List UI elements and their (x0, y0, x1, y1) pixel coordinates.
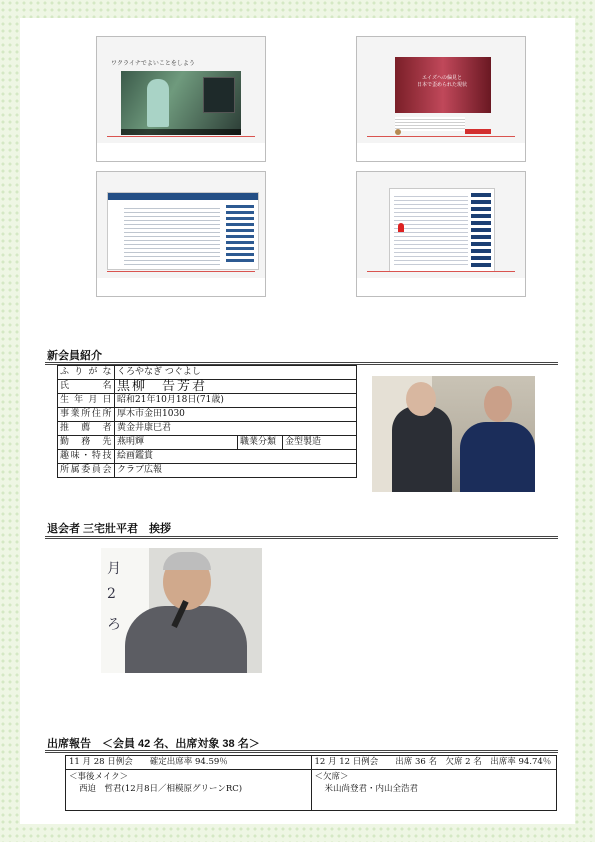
slide-title: ワクライナでよいことをしよう (111, 60, 195, 67)
board-text: ろ (107, 617, 121, 633)
hobby-label: 趣味・特技 (58, 450, 115, 464)
slide-content (357, 172, 525, 278)
table-row (58, 450, 357, 464)
video-frame (121, 71, 241, 135)
slide-thumbnail-3 (96, 171, 266, 297)
furigana-value: くろやなぎ つぐよし (115, 366, 357, 380)
slide-divider (107, 271, 255, 272)
work-value: 燕明輝 (115, 436, 238, 450)
table-row (66, 770, 557, 811)
work-label: 勤務先 (58, 436, 115, 450)
slide-thumbnail-4 (356, 171, 526, 297)
website-header (108, 193, 258, 200)
hobby-value: 絵画鑑賞 (115, 450, 357, 464)
sponsor-value: 黄金井康巳君 (115, 422, 357, 436)
attendance-left-header: 11 月 28 日例会 確定出席率 94.59％ (66, 756, 312, 770)
speaker-hair (163, 552, 211, 570)
new-member-info-table (57, 365, 357, 478)
video-frame (395, 57, 491, 113)
address-label: 事業所住所 (58, 408, 115, 422)
surgeon-figure (147, 79, 169, 127)
birth-value: 昭和21年10月18日(71歳) (115, 394, 357, 408)
slide-divider (367, 136, 515, 137)
website-screenshot (107, 192, 259, 270)
slide-divider (107, 136, 255, 137)
name-value: 黒柳 告芳君 (115, 380, 357, 394)
category-label: 職業分類 (238, 436, 283, 450)
section-rule (45, 750, 558, 753)
furigana-label: ふりがな (58, 366, 115, 380)
absent-text: 米山尚登君・内山全浩君 (324, 784, 419, 794)
website-text-block (394, 193, 468, 267)
table-row (58, 366, 357, 380)
presenter-head (484, 386, 512, 422)
board-text: 2 (107, 586, 116, 602)
makeup-label: ＜事後メイク＞ (69, 772, 129, 782)
category-value: 金型製造 (283, 436, 357, 450)
section-title-retiree: 退会者 三宅壯平君 挨拶 (47, 523, 172, 535)
sponsor-label: 推薦者 (58, 422, 115, 436)
slide-content (97, 172, 265, 278)
video-caption: エイズへの偏見と 日本で歪められた現状 (417, 75, 468, 88)
name-label: 氏名 (58, 380, 115, 394)
makeup-cell (66, 770, 312, 811)
speaker-body (125, 606, 247, 673)
slide-thumbnail-2 (356, 36, 526, 162)
absent-label: ＜欠席＞ (314, 772, 349, 782)
retiree-photo (101, 548, 262, 673)
birth-label: 生年月日 (58, 394, 115, 408)
table-row (58, 422, 357, 436)
table-row (66, 756, 557, 770)
table-row (58, 408, 357, 422)
slide-content (97, 37, 265, 143)
section-rule (45, 536, 558, 539)
website-text-block (124, 205, 220, 265)
attendance-right-header: 12 月 12 日例会 出席 36 名 欠席 2 名 出席率 94.74％ (311, 756, 557, 770)
channel-avatar-icon (395, 129, 401, 135)
new-member-head (406, 382, 436, 416)
table-row (58, 436, 357, 450)
committee-value: クラブ広報 (115, 464, 357, 478)
monitor-shape (203, 77, 235, 113)
new-member-photo (372, 376, 535, 492)
slide-content (357, 37, 525, 143)
table-row (58, 380, 357, 394)
section-title-new-member: 新会員紹介 (47, 350, 102, 362)
video-control-bar (121, 129, 241, 135)
slide-divider (367, 271, 515, 272)
section-title-attendance: 出席報告 ＜会員 42 名、出席対象 38 名＞ (47, 738, 260, 750)
new-member-figure (392, 406, 452, 492)
presenter-figure (460, 422, 535, 492)
website-screenshot (389, 188, 495, 272)
website-sidebar (226, 205, 254, 265)
absent-cell (311, 770, 557, 811)
subscribe-button-shape (465, 129, 491, 134)
board-text: 月 (107, 561, 121, 577)
red-ribbon-icon (398, 223, 404, 232)
table-row (58, 394, 357, 408)
website-sidebar (471, 193, 491, 267)
address-value: 厚木市金田1030 (115, 408, 357, 422)
attendance-table (65, 755, 557, 811)
table-row (58, 464, 357, 478)
committee-label: 所属委員会 (58, 464, 115, 478)
slide-thumbnail-1 (96, 36, 266, 162)
makeup-text: 西迫 哲君(12月8日／相模原グリーンRC) (79, 784, 243, 794)
video-description-lines (395, 117, 465, 131)
